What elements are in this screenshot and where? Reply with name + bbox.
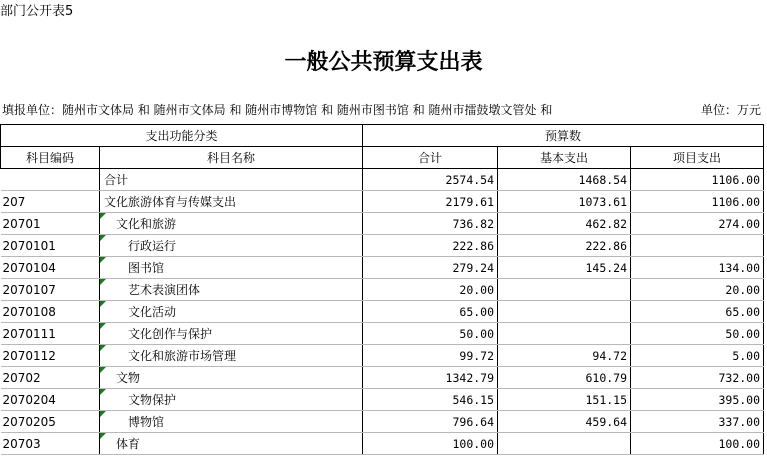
- table-row: [1, 191, 764, 213]
- cell-total: 546.15: [363, 389, 498, 411]
- cell-code: 2070111: [1, 323, 100, 345]
- cell-flag-icon: [100, 389, 106, 395]
- cell-total: 99.72: [363, 345, 498, 367]
- cell-project: 395.00: [631, 389, 764, 411]
- cell-basic: 462.82: [498, 213, 631, 235]
- header-code: 科目编码: [1, 147, 100, 169]
- cell-name-text: 文化旅游体育与传媒支出: [104, 194, 237, 209]
- cell-name-text: 文化活动: [128, 304, 177, 319]
- cell-name: [100, 389, 363, 411]
- table-row: [1, 389, 764, 411]
- table-row: [1, 169, 764, 191]
- cell-name: [100, 191, 363, 213]
- cell-name: [100, 301, 363, 323]
- cell-basic: 1468.54: [498, 169, 631, 191]
- cell-total: 65.00: [363, 301, 498, 323]
- table-row: [1, 213, 764, 235]
- document-label: 部门公开表5: [0, 4, 74, 19]
- cell-name-text: 文化和旅游市场管理: [128, 348, 237, 363]
- cell-name-text: 行政运行: [128, 238, 177, 253]
- cell-total: 2179.61: [363, 191, 498, 213]
- table-row: [1, 433, 764, 455]
- header-group-row: [1, 125, 764, 147]
- filing-unit: 填报单位：随州市文体局 和 随州市文体局 和 随州市博物馆 和 随州市图书馆 和 随州市擂鼓墩文管处 和: [2, 103, 553, 117]
- cell-code: 2070104: [1, 257, 100, 279]
- header-budget-amount: 预算数: [363, 125, 764, 147]
- cell-flag-icon: [100, 257, 106, 263]
- table-header: [1, 125, 764, 169]
- cell-project: 65.00: [631, 301, 764, 323]
- cell-flag-icon: [100, 367, 106, 373]
- header-total: 合计: [363, 147, 498, 169]
- cell-total: 279.24: [363, 257, 498, 279]
- cell-basic: 610.79: [498, 367, 631, 389]
- budget-table: [0, 124, 764, 455]
- header-name: 科目名称: [100, 147, 363, 169]
- cell-code: 20701: [1, 213, 100, 235]
- cell-name: [100, 411, 363, 433]
- cell-project: 1106.00: [631, 191, 764, 213]
- cell-basic: 145.24: [498, 257, 631, 279]
- cell-total: 222.86: [363, 235, 498, 257]
- cell-flag-icon: [100, 213, 106, 219]
- table-row: [1, 279, 764, 301]
- cell-project: 50.00: [631, 323, 764, 345]
- cell-name-text: 文物: [116, 370, 141, 385]
- cell-project: [631, 235, 764, 257]
- cell-name: [100, 367, 363, 389]
- cell-project: 274.00: [631, 213, 764, 235]
- cell-name: [100, 433, 363, 455]
- cell-code: 2070101: [1, 235, 100, 257]
- cell-basic: 459.64: [498, 411, 631, 433]
- cell-name: [100, 213, 363, 235]
- cell-basic: [498, 301, 631, 323]
- cell-basic: 151.15: [498, 389, 631, 411]
- cell-name-text: 文化创作与保护: [128, 326, 213, 341]
- header-project: 项目支出: [631, 147, 764, 169]
- cell-project: 732.00: [631, 367, 764, 389]
- cell-name-text: 图书馆: [128, 260, 165, 275]
- cell-name-text: 文化和旅游: [116, 216, 177, 231]
- cell-total: 1342.79: [363, 367, 498, 389]
- table-row: [1, 367, 764, 389]
- cell-project: 337.00: [631, 411, 764, 433]
- cell-code: 20703: [1, 433, 100, 455]
- cell-basic: [498, 323, 631, 345]
- cell-name-text: 博物馆: [128, 414, 165, 429]
- cell-project: 100.00: [631, 433, 764, 455]
- cell-project: 1106.00: [631, 169, 764, 191]
- cell-flag-icon: [100, 279, 106, 285]
- cell-basic: 1073.61: [498, 191, 631, 213]
- header-function-classification: 支出功能分类: [1, 125, 363, 147]
- cell-total: 50.00: [363, 323, 498, 345]
- cell-flag-icon: [100, 345, 106, 351]
- meta-row: [0, 102, 767, 118]
- table-row: [1, 411, 764, 433]
- cell-total: 100.00: [363, 433, 498, 455]
- cell-basic: 94.72: [498, 345, 631, 367]
- cell-name-text: 合计: [104, 172, 129, 187]
- cell-code: 2070112: [1, 345, 100, 367]
- cell-project: 134.00: [631, 257, 764, 279]
- cell-basic: [498, 433, 631, 455]
- unit-label: 单位：万元: [700, 103, 761, 117]
- cell-flag-icon: [100, 301, 106, 307]
- table-row: [1, 301, 764, 323]
- cell-name: [100, 235, 363, 257]
- header-basic: 基本支出: [498, 147, 631, 169]
- cell-name-text: 艺术表演团体: [128, 282, 201, 297]
- cell-name-text: 文物保护: [128, 392, 177, 407]
- table-row: [1, 345, 764, 367]
- cell-name: [100, 257, 363, 279]
- page-title: 一般公共预算支出表: [284, 49, 483, 75]
- table-row: [1, 323, 764, 345]
- cell-flag-icon: [100, 411, 106, 417]
- cell-name: [100, 169, 363, 191]
- cell-total: 736.82: [363, 213, 498, 235]
- table-body: [1, 169, 764, 455]
- cell-name-text: 体育: [116, 436, 141, 451]
- cell-code: 20702: [1, 367, 100, 389]
- cell-total: 20.00: [363, 279, 498, 301]
- cell-name: [100, 279, 363, 301]
- cell-name: [100, 323, 363, 345]
- cell-basic: 222.86: [498, 235, 631, 257]
- cell-code: [1, 169, 100, 191]
- table-row: [1, 235, 764, 257]
- table-row: [1, 257, 764, 279]
- cell-code: 2070108: [1, 301, 100, 323]
- cell-code: 207: [1, 191, 100, 213]
- cell-total: 796.64: [363, 411, 498, 433]
- cell-flag-icon: [100, 235, 106, 241]
- cell-code: 2070107: [1, 279, 100, 301]
- cell-project: 20.00: [631, 279, 764, 301]
- cell-code: 2070204: [1, 389, 100, 411]
- cell-project: 5.00: [631, 345, 764, 367]
- cell-flag-icon: [100, 323, 106, 329]
- cell-basic: [498, 279, 631, 301]
- cell-flag-icon: [100, 433, 106, 439]
- cell-code: 2070205: [1, 411, 100, 433]
- header-column-row: [1, 147, 764, 169]
- cell-total: 2574.54: [363, 169, 498, 191]
- cell-name: [100, 345, 363, 367]
